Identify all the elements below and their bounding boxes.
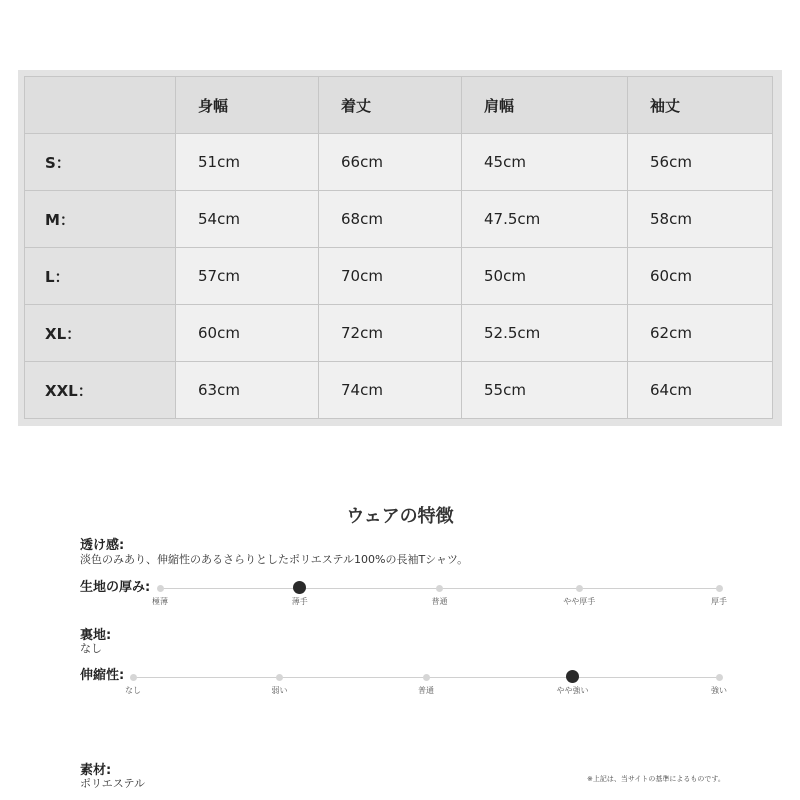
footnote: ※上記は、当サイトの基準によるものです。 [587, 775, 725, 783]
stretch-scale-dot [716, 674, 723, 681]
table-cell: 54cm [176, 191, 319, 248]
table-cell: 64cm [628, 362, 773, 419]
header-body-width: 身幅 [176, 77, 319, 134]
stretch-scale-label: 弱い [271, 686, 288, 695]
table-cell: 47.5cm [462, 191, 628, 248]
thickness-scale [152, 582, 727, 612]
table-cell: 45cm [462, 134, 628, 191]
thickness-scale-label: 普通 [431, 597, 448, 606]
features-title: ウェアの特徴 [346, 506, 454, 527]
header-shoulder-width: 肩幅 [462, 77, 628, 134]
stretch-scale-label: なし [125, 686, 141, 695]
thickness-scale-dot [576, 585, 583, 592]
stretch-scale [125, 671, 727, 701]
thickness-selected-dot [293, 581, 306, 594]
table-cell: 68cm [319, 191, 462, 248]
table-cell: 70cm [319, 248, 462, 305]
table-cell: 74cm [319, 362, 462, 419]
thickness-scale-label: 薄手 [291, 597, 308, 606]
table-row [25, 305, 773, 362]
table-cell: 60cm [176, 305, 319, 362]
table-row [25, 134, 773, 191]
stretch-scale-dot [423, 674, 430, 681]
thickness-scale-label: やや厚手 [563, 597, 596, 606]
material-label: 素材: [80, 763, 112, 778]
stretch-scale-label: 強い [711, 686, 727, 695]
header-sleeve-length: 袖丈 [628, 77, 773, 134]
table-cell: 57cm [176, 248, 319, 305]
lining-text: なし [80, 642, 102, 655]
thickness-scale-dot [157, 585, 164, 592]
lining-label: 裏地: [80, 628, 112, 643]
table-cell: 52.5cm [462, 305, 628, 362]
table-row [25, 362, 773, 419]
table-row [25, 248, 773, 305]
thickness-scale-label: 極薄 [152, 597, 168, 606]
transparency-text: 淡色のみあり、伸縮性のあるさらりとしたポリエステル100%の長袖Tシャツ。 [80, 553, 469, 566]
stretch-label: 伸縮性: [80, 668, 125, 683]
table-cell: 63cm [176, 362, 319, 419]
stretch-scale-dot [130, 674, 137, 681]
stretch-scale-label: やや強い [556, 686, 589, 695]
thickness-scale-label: 厚手 [711, 597, 727, 606]
thickness-label: 生地の厚み: [80, 580, 151, 595]
header-length: 着丈 [319, 77, 462, 134]
table-cell: 56cm [628, 134, 773, 191]
size-label: XL： [25, 305, 176, 362]
size-label: XXL： [25, 362, 176, 419]
table-cell: 58cm [628, 191, 773, 248]
table-cell: 72cm [319, 305, 462, 362]
table-cell: 60cm [628, 248, 773, 305]
table-cell: 50cm [462, 248, 628, 305]
table-cell: 62cm [628, 305, 773, 362]
stretch-scale-label: 普通 [418, 686, 434, 695]
table-cell: 55cm [462, 362, 628, 419]
transparency-label: 透け感: [80, 538, 125, 553]
size-label: L： [25, 248, 176, 305]
table-cell: 51cm [176, 134, 319, 191]
thickness-scale-dot [436, 585, 443, 592]
material-text: ポリエステル [80, 777, 146, 790]
header-corner [25, 77, 176, 134]
size-table [24, 76, 773, 419]
stretch-selected-dot [566, 670, 579, 683]
size-table-container [18, 70, 782, 426]
size-table-header-row [25, 77, 773, 134]
thickness-scale-dot [716, 585, 723, 592]
table-cell: 66cm [319, 134, 462, 191]
size-label: M： [25, 191, 176, 248]
table-row [25, 191, 773, 248]
size-label: S： [25, 134, 176, 191]
stretch-scale-dot [276, 674, 283, 681]
